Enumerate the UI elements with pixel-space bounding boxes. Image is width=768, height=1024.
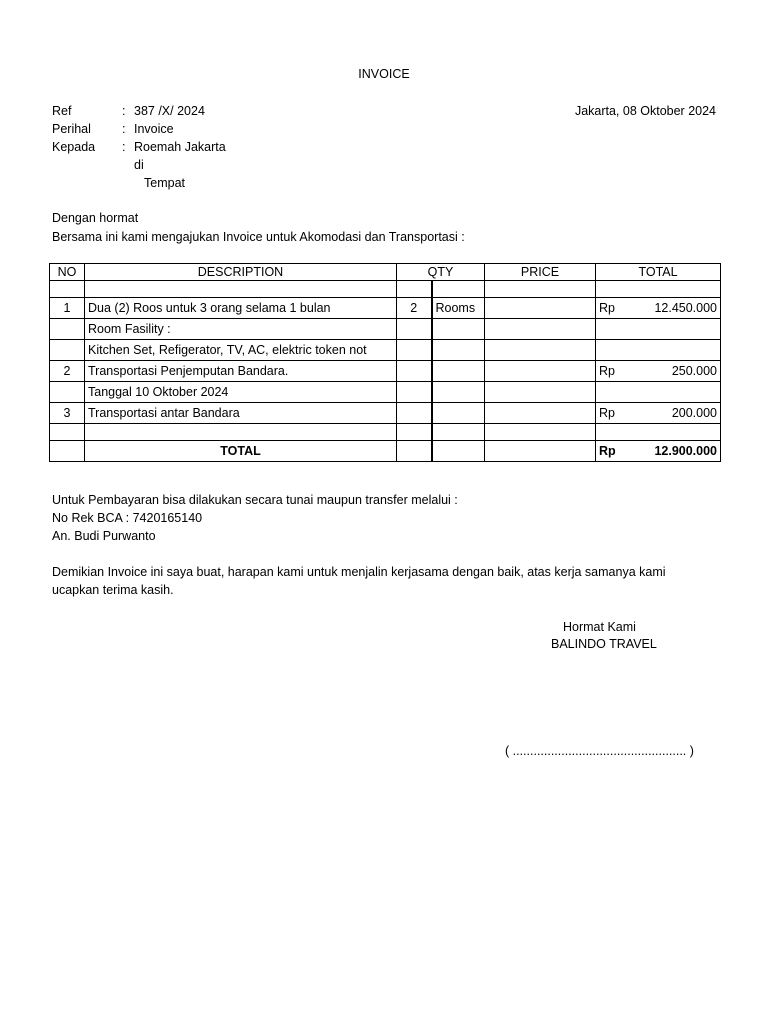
- cell-total: [596, 424, 721, 441]
- cell-qty-number: [397, 361, 432, 382]
- greeting: Dengan hormat: [52, 211, 139, 225]
- cell-currency: Rp: [599, 406, 615, 420]
- cell-description: Dua (2) Roos untuk 3 orang selama 1 bulan: [85, 298, 397, 319]
- cell-qty-unit: [432, 382, 485, 403]
- cell-price: [485, 441, 596, 462]
- cell-total: [596, 319, 721, 340]
- cell-qty-unit: [432, 319, 485, 340]
- cell-description: Transportasi Penjemputan Bandara.: [85, 361, 397, 382]
- header-qty: QTY: [397, 264, 485, 281]
- cell-description: Kitchen Set, Refigerator, TV, AC, elektric token not: [85, 340, 397, 361]
- cell-price: [485, 340, 596, 361]
- closing-text: Demikian Invoice ini saya buat, harapan kami untuk menjalin kerjasama dengan baik, atas kerja samanya kami: [52, 565, 666, 579]
- cell-total: [596, 382, 721, 403]
- cell-no: [50, 340, 85, 361]
- cell-price: [485, 281, 596, 298]
- header-no: NO: [50, 264, 85, 281]
- cell-qty-number: [397, 281, 432, 298]
- table-row: [50, 382, 721, 403]
- cell-total: [596, 361, 721, 382]
- cell-qty-number: [397, 441, 432, 462]
- table-row: [50, 281, 721, 298]
- header-price: PRICE: [485, 264, 596, 281]
- cell-price: [485, 361, 596, 382]
- cell-price: [485, 298, 596, 319]
- cell-no: 1: [50, 298, 85, 319]
- invoice-date: Jakarta, 08 Oktober 2024: [574, 104, 716, 118]
- cell-description: Tanggal 10 Oktober 2024: [85, 382, 397, 403]
- cell-no: 2: [50, 361, 85, 382]
- total-amount: 12.900.000: [654, 444, 718, 458]
- meta-colon: :: [122, 140, 126, 154]
- recipient-tempat: Tempat: [144, 176, 185, 190]
- table-row: [50, 319, 721, 340]
- table-header-row: [50, 264, 721, 281]
- total-currency: Rp: [599, 444, 616, 458]
- table-row: [50, 340, 721, 361]
- signature-line: ( .................................................. ): [505, 744, 694, 758]
- company-name: BALINDO TRAVEL: [551, 637, 657, 651]
- meta-label: Ref: [52, 104, 72, 118]
- cell-qty-number: [397, 382, 432, 403]
- cell-qty-unit: Rooms: [432, 298, 485, 319]
- meta-label: Kepada: [52, 140, 96, 154]
- cell-qty-unit: [432, 281, 485, 298]
- cell-no: 3: [50, 403, 85, 424]
- cell-description: Transportasi antar Bandara: [85, 403, 397, 424]
- cell-currency: Rp: [599, 364, 615, 378]
- cell-total: [596, 298, 721, 319]
- total-label: TOTAL: [85, 441, 397, 462]
- meta-value: 387 /X/ 2024: [134, 104, 205, 118]
- signoff: Hormat Kami: [563, 620, 636, 634]
- cell-qty-number: [397, 403, 432, 424]
- recipient-di: di: [134, 158, 144, 172]
- cell-amount: 250.000: [671, 364, 718, 378]
- cell-description: [85, 424, 397, 441]
- bank-account: No Rek BCA : 7420165140: [52, 511, 203, 525]
- table-row: [50, 298, 721, 319]
- cell-description: [85, 281, 397, 298]
- cell-no: [50, 424, 85, 441]
- header-total: TOTAL: [596, 264, 721, 281]
- cell-total: [596, 403, 721, 424]
- cell-description: Room Fasility :: [85, 319, 397, 340]
- cell-no: [50, 441, 85, 462]
- invoice-title: INVOICE: [358, 67, 410, 81]
- meta-value: Roemah Jakarta: [134, 140, 226, 154]
- meta-label: Perihal: [52, 122, 91, 136]
- cell-price: [485, 382, 596, 403]
- meta-value: Invoice: [134, 122, 174, 136]
- cell-qty-unit: [432, 403, 485, 424]
- closing-text-2: ucapkan terima kasih.: [52, 583, 174, 597]
- header-description: DESCRIPTION: [85, 264, 397, 281]
- intro-text: Bersama ini kami mengajukan Invoice untuk Akomodasi dan Transportasi :: [52, 230, 465, 244]
- table-row: [50, 361, 721, 382]
- table-row: [50, 424, 721, 441]
- cell-price: [485, 403, 596, 424]
- cell-no: [50, 281, 85, 298]
- cell-amount: 200.000: [671, 406, 718, 420]
- cell-qty-number: [397, 319, 432, 340]
- cell-total: [596, 340, 721, 361]
- cell-price: [485, 319, 596, 340]
- table-total-row: [50, 441, 721, 462]
- cell-amount: 12.450.000: [654, 301, 718, 315]
- cell-no: [50, 319, 85, 340]
- cell-qty-unit: [432, 340, 485, 361]
- cell-qty-unit: [432, 424, 485, 441]
- meta-colon: :: [122, 104, 126, 118]
- cell-qty-number: [397, 424, 432, 441]
- cell-total: [596, 281, 721, 298]
- cell-currency: Rp: [599, 301, 615, 315]
- table-row: [50, 403, 721, 424]
- cell-qty-number: 2: [397, 298, 432, 319]
- grand-total: [596, 441, 721, 462]
- cell-no: [50, 382, 85, 403]
- cell-qty-unit: [432, 441, 485, 462]
- account-holder: An. Budi Purwanto: [52, 529, 156, 543]
- cell-price: [485, 424, 596, 441]
- invoice-table: [49, 263, 721, 462]
- payment-info: Untuk Pembayaran bisa dilakukan secara tunai maupun transfer melalui :: [52, 493, 458, 507]
- cell-qty-unit: [432, 361, 485, 382]
- meta-colon: :: [122, 122, 126, 136]
- cell-qty-number: [397, 340, 432, 361]
